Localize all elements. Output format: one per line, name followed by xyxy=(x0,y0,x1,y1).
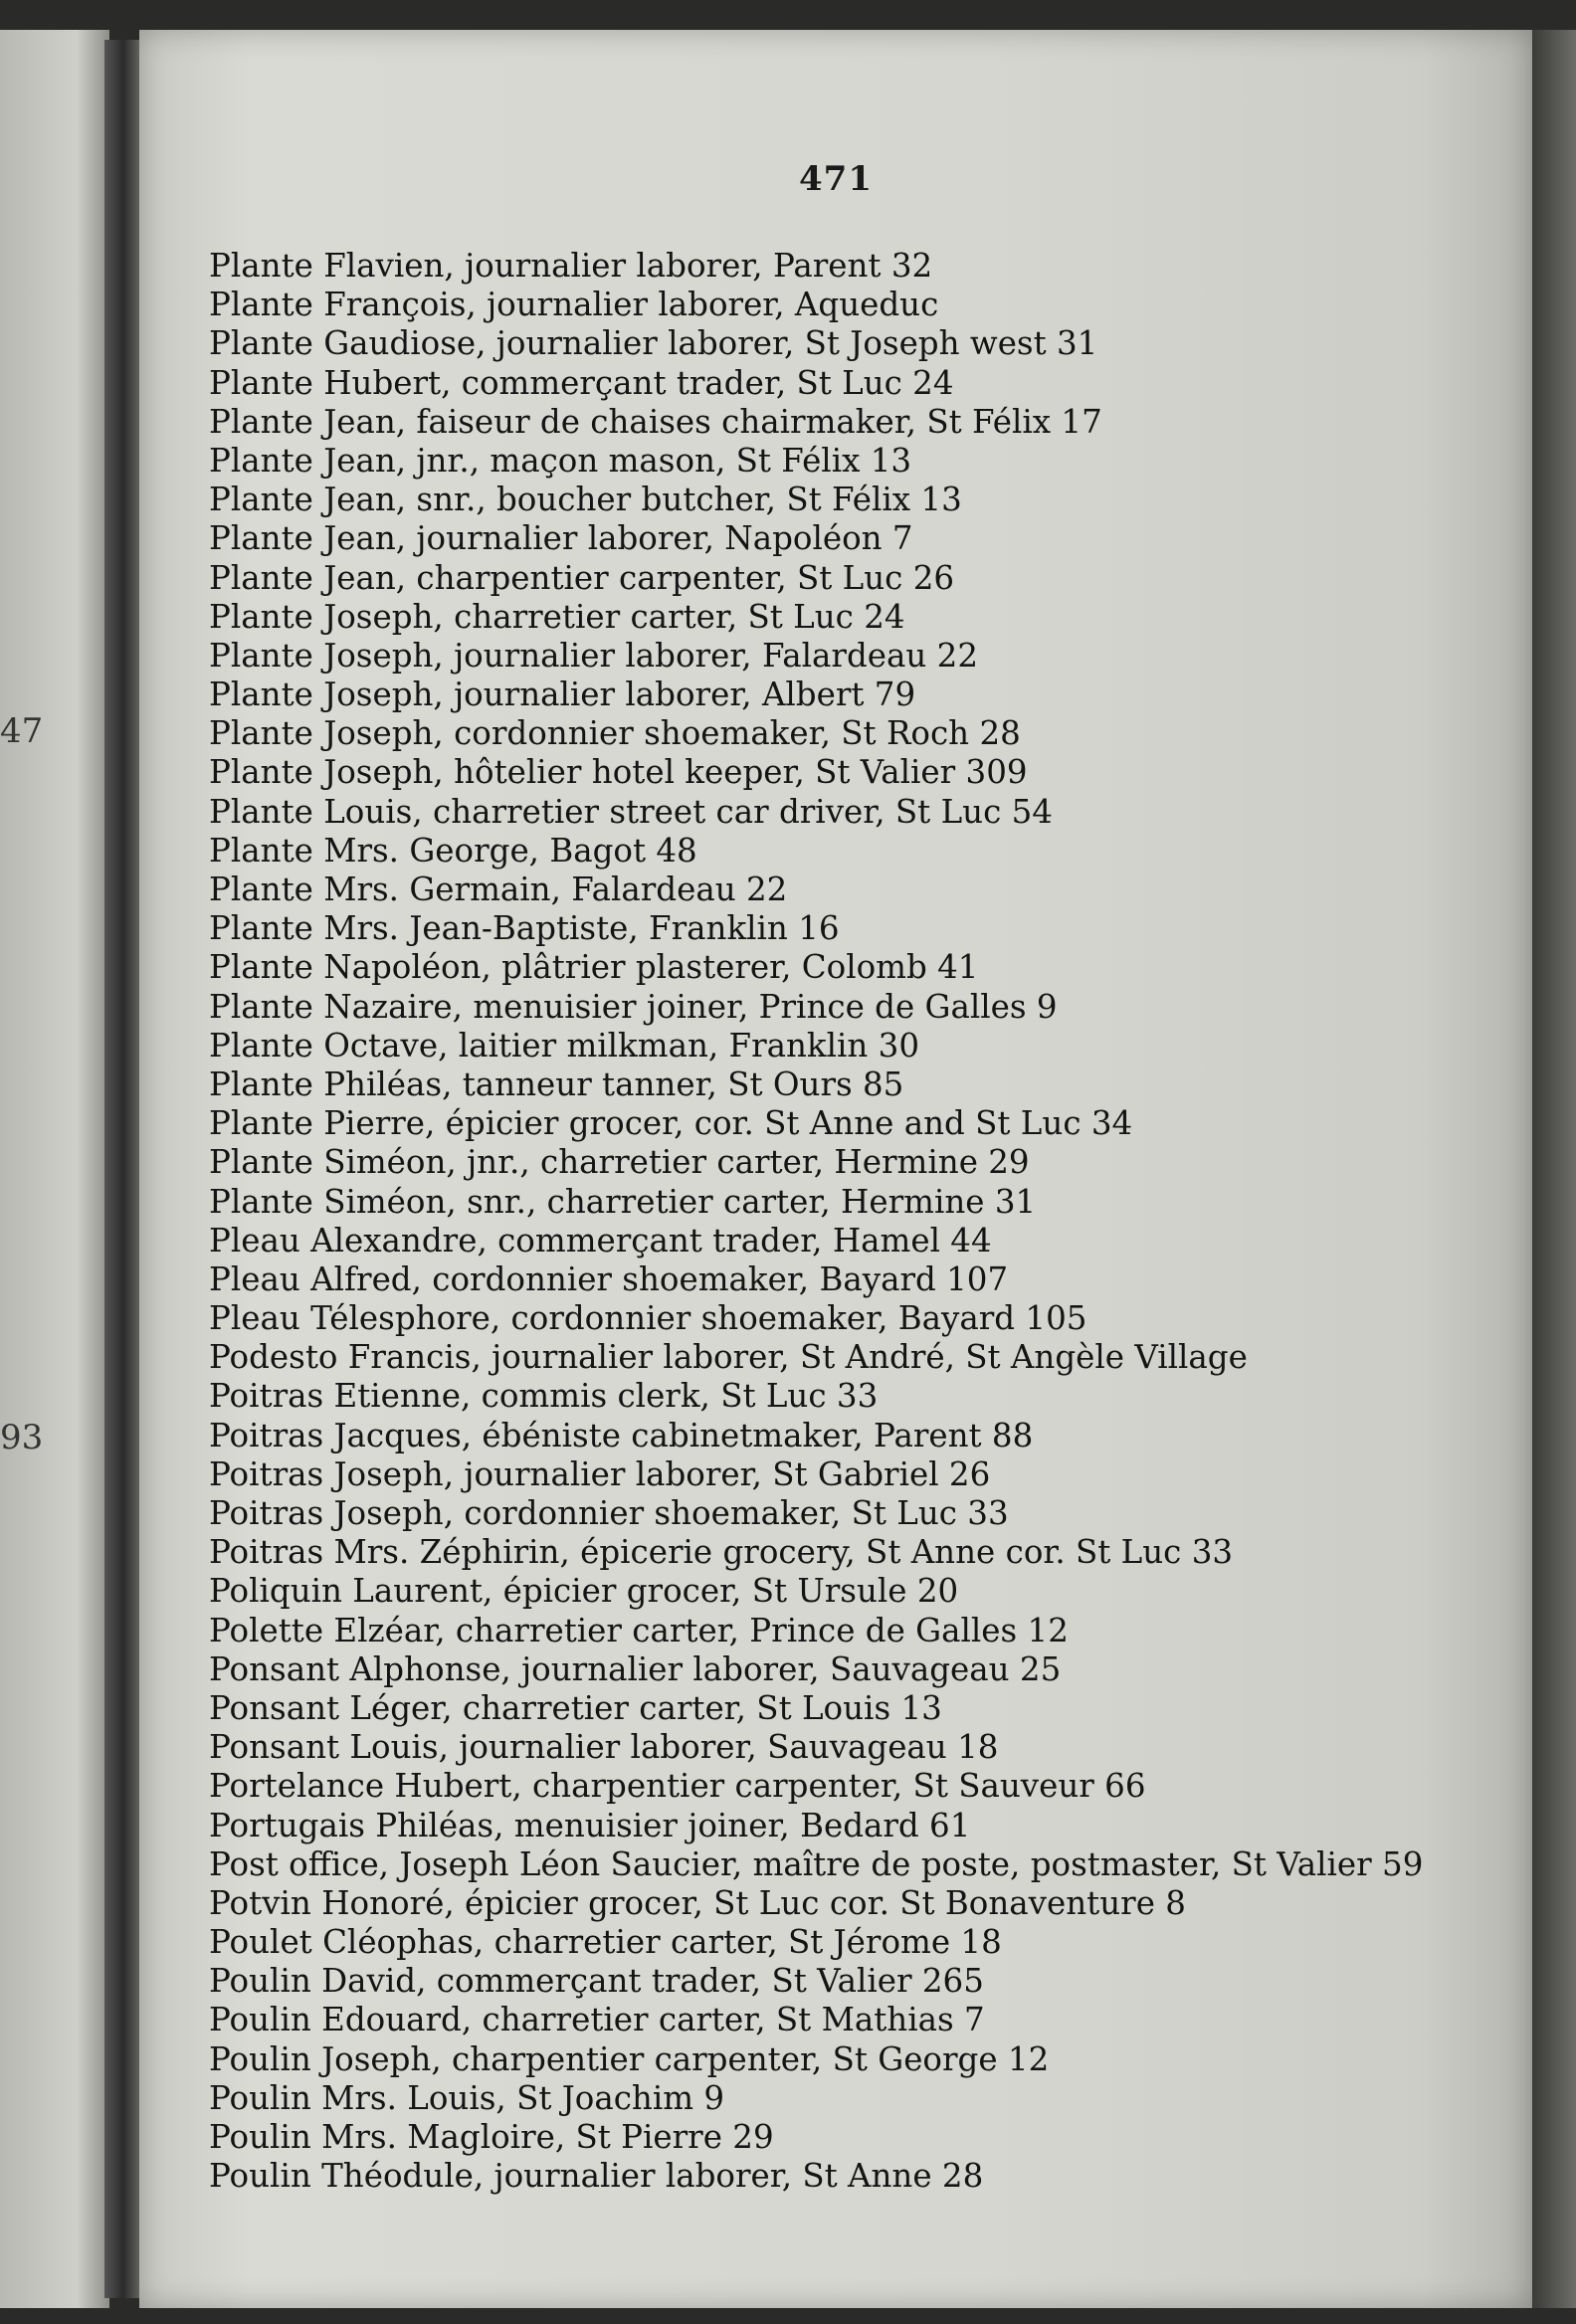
directory-entry: Podesto Francis, journalier laborer, St André, St Angèle Village xyxy=(209,1338,1248,1377)
directory-entry: Poulin Théodule, journalier laborer, St Anne 28 xyxy=(209,2157,984,2196)
directory-entry: Plante Napoléon, plâtrier plasterer, Colomb 41 xyxy=(209,948,979,987)
directory-entry: Pleau Alfred, cordonnier shoemaker, Bayard 107 xyxy=(209,1259,1009,1298)
directory-entry: Portelance Hubert, charpentier carpenter, St Sauveur 66 xyxy=(209,1767,1146,1806)
directory-entry: Plante Louis, charretier street car driver, St Luc 54 xyxy=(209,792,1053,831)
directory-entry: Plante Joseph, charretier carter, St Luc 24 xyxy=(209,597,905,636)
directory-page xyxy=(139,30,1532,2308)
directory-entry: Polette Elzéar, charretier carter, Prince de Galles 12 xyxy=(209,1611,1069,1649)
page-number: 471 xyxy=(799,159,873,199)
directory-entry: Plante Siméon, snr., charretier carter, Hermine 31 xyxy=(209,1182,1037,1221)
directory-entry: Plante Flavien, journalier laborer, Parent 32 xyxy=(209,247,933,285)
directory-entry: Plante Jean, faiseur de chaises chairmaker, St Félix 17 xyxy=(209,402,1102,441)
directory-entry: Ponsant Alphonse, journalier laborer, Sauvageau 25 xyxy=(209,1649,1062,1688)
directory-entry: Plante Hubert, commerçant trader, St Luc 24 xyxy=(209,363,954,402)
directory-entry: Plante François, journalier laborer, Aqueduc xyxy=(209,286,939,324)
directory-entry: Plante Jean, charpentier carpenter, St Luc 26 xyxy=(209,558,955,597)
page-right-edge xyxy=(1532,30,1576,2308)
directory-entry: Portugais Philéas, menuisier joiner, Bedard 61 xyxy=(209,1806,971,1844)
directory-entry: Poitras Etienne, commis clerk, St Luc 33 xyxy=(209,1377,879,1416)
directory-entry: Poitras Joseph, journalier laborer, St Gabriel 26 xyxy=(209,1454,991,1493)
margin-number: 47 xyxy=(0,711,44,751)
directory-entry: Plante Mrs. George, Bagot 48 xyxy=(209,831,697,870)
directory-entry: Ponsant Louis, journalier laborer, Sauvageau 18 xyxy=(209,1728,999,1767)
directory-entry: Post office, Joseph Léon Saucier, maître de poste, postmaster, St Valier 59 xyxy=(209,1844,1424,1883)
directory-entry: Poulin Joseph, charpentier carpenter, St George 12 xyxy=(209,2039,1050,2078)
margin-number: 93 xyxy=(0,1418,44,1457)
directory-entry: Poulet Cléophas, charretier carter, St Jérome 18 xyxy=(209,1923,1002,1962)
directory-entry: Plante Gaudiose, journalier laborer, St Joseph west 31 xyxy=(209,324,1098,363)
directory-entry: Plante Mrs. Jean-Baptiste, Franklin 16 xyxy=(209,909,840,948)
directory-entry-list xyxy=(209,247,1502,2196)
directory-entry: Plante Mrs. Germain, Falardeau 22 xyxy=(209,871,788,908)
directory-entry: Poliquin Laurent, épicier grocer, St Ursule 20 xyxy=(209,1572,959,1611)
previous-page-edge xyxy=(0,30,109,2308)
directory-entry: Plante Philéas, tanneur tanner, St Ours 85 xyxy=(209,1065,904,1103)
directory-entry: Poitras Jacques, ébéniste cabinetmaker, Parent 88 xyxy=(209,1416,1034,1454)
directory-entry: Pleau Télesphore, cordonnier shoemaker, Bayard 105 xyxy=(209,1299,1087,1338)
book-binding xyxy=(104,40,142,2298)
directory-entry: Plante Octave, laitier milkman, Franklin 30 xyxy=(209,1026,920,1065)
directory-entry: Plante Jean, journalier laborer, Napoléon 7 xyxy=(209,519,913,558)
directory-entry: Plante Siméon, jnr., charretier carter, Hermine 29 xyxy=(209,1143,1030,1182)
directory-entry: Poulin Edouard, charretier carter, St Mathias 7 xyxy=(209,2001,985,2039)
directory-entry: Plante Joseph, journalier laborer, Albert 79 xyxy=(209,676,916,714)
directory-entry: Plante Joseph, hôtelier hotel keeper, St Valier 309 xyxy=(209,753,1028,792)
directory-entry: Poulin Mrs. Louis, St Joachim 9 xyxy=(209,2078,725,2117)
directory-entry: Plante Pierre, épicier grocer, cor. St Anne and St Luc 34 xyxy=(209,1104,1133,1143)
directory-entry: Poulin David, commerçant trader, St Valier 265 xyxy=(209,1962,984,2001)
directory-entry: Pleau Alexandre, commerçant trader, Hamel 44 xyxy=(209,1221,992,1259)
directory-entry: Plante Joseph, cordonnier shoemaker, St Roch 28 xyxy=(209,714,1021,753)
directory-entry: Plante Jean, jnr., maçon mason, St Félix 13 xyxy=(209,441,912,480)
directory-entry: Poitras Mrs. Zéphirin, épicerie grocery, St Anne cor. St Luc 33 xyxy=(209,1533,1234,1572)
directory-entry: Poulin Mrs. Magloire, St Pierre 29 xyxy=(209,2118,774,2156)
directory-entry: Ponsant Léger, charretier carter, St Louis 13 xyxy=(209,1688,942,1727)
directory-entry: Poitras Joseph, cordonnier shoemaker, St Luc 33 xyxy=(209,1494,1009,1532)
directory-entry: Plante Jean, snr., boucher butcher, St Félix 13 xyxy=(209,481,962,519)
directory-entry: Plante Joseph, journalier laborer, Falardeau 22 xyxy=(209,636,979,675)
directory-entry: Potvin Honoré, épicier grocer, St Luc cor. St Bonaventure 8 xyxy=(209,1883,1186,1922)
directory-entry: Plante Nazaire, menuisier joiner, Prince de Galles 9 xyxy=(209,987,1058,1026)
